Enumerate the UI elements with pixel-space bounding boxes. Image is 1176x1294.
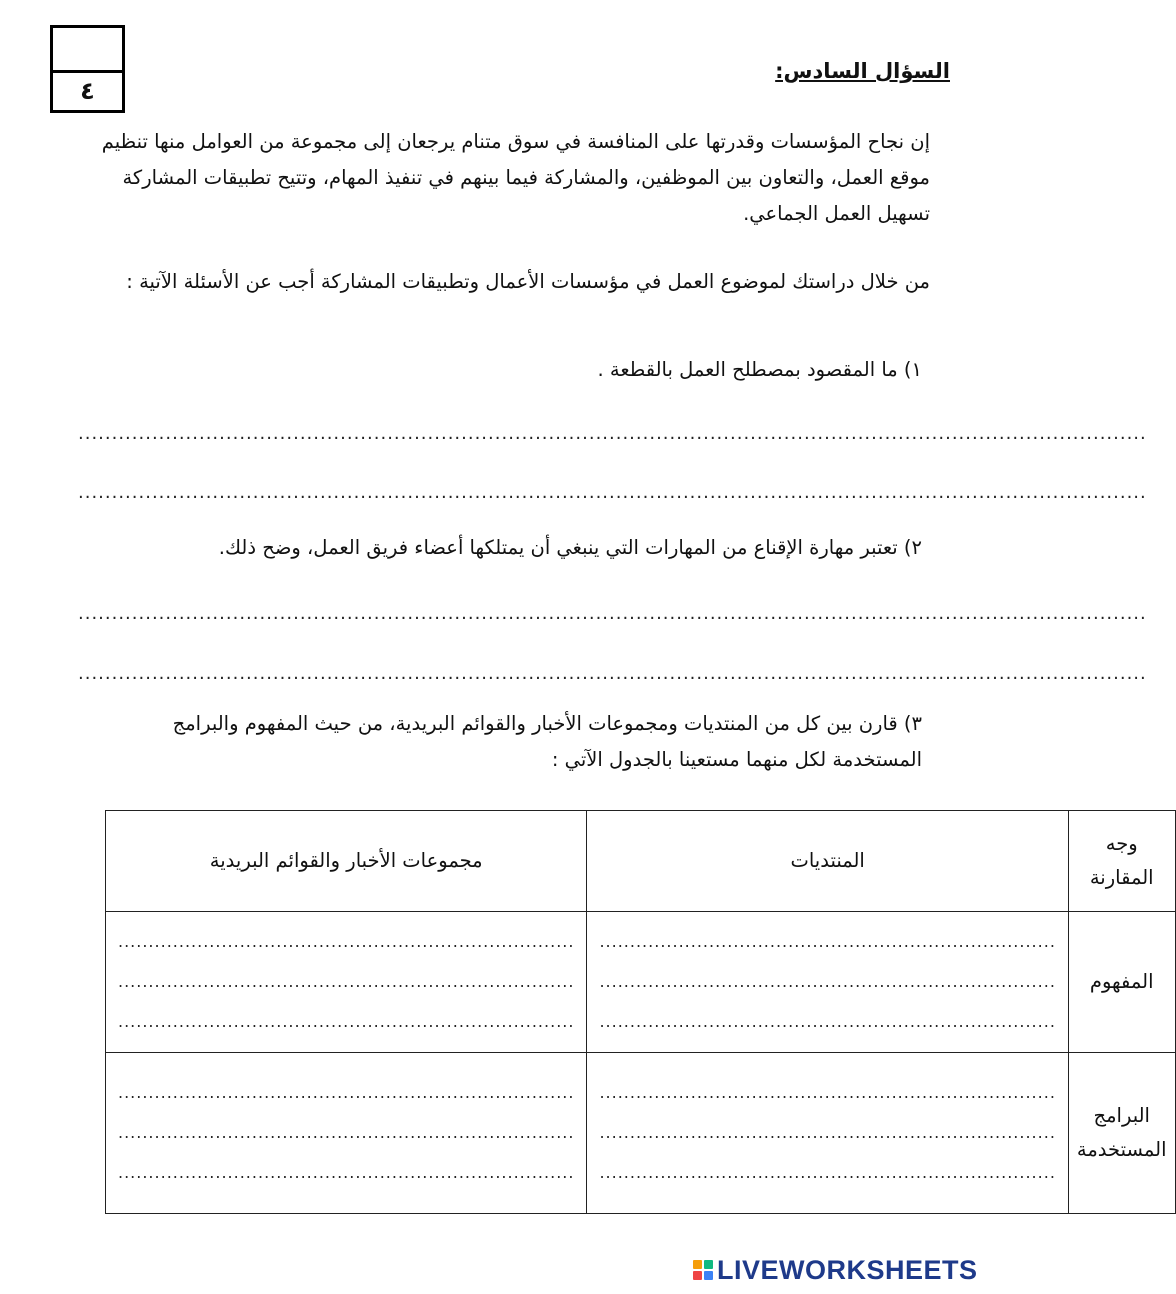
score-value: ٤ [80, 77, 95, 105]
question-title: السؤال السادس: [775, 59, 950, 83]
comparison-table [105, 810, 1176, 1214]
intro-paragraph: إن نجاح المؤسسات وقدرتها على المنافسة في سوق متنام يرجعان إلى مجموعة من العوامل منها تنظيم موقع العمل، والتعاون بين الموظفين، والمشاركة فيما بينهم في تنفيذ المهام، وتتيح تطبيقات المشاركة تسهيل العمل الجماعي. [101, 130, 930, 225]
logo-blocks-icon [693, 1260, 713, 1280]
cell-dots[interactable]: ........................................................................... [118, 1163, 575, 1182]
table-header-row [106, 811, 1176, 912]
logo-block [693, 1260, 702, 1269]
instruction-paragraph: من خلال دراستك لموضوع العمل في مؤسسات الأعمال وتطبيقات المشاركة أجب عن الأسئلة الآتية : [126, 270, 930, 293]
table-row [106, 912, 1176, 1053]
question-2: ٢) تعتبر مهارة الإقناع من المهارات التي ينبغي أن يمتلكها أعضاء فريق العمل، وضح ذلك. [218, 536, 922, 559]
score-box [50, 25, 125, 113]
table-row [106, 1053, 1176, 1214]
answer-line-1b[interactable]: ............................................................................................................................................................... [78, 482, 1147, 503]
liveworksheets-logo[interactable] [693, 1255, 978, 1285]
header-forums: المنتديات [587, 811, 1068, 912]
cell-dots[interactable]: ........................................................................... [118, 1012, 575, 1031]
logo-block [704, 1260, 713, 1269]
cell-dots[interactable]: ........................................................................... [599, 1012, 1056, 1031]
row-label-programs: البرامج المستخدمة [1068, 1053, 1175, 1214]
cell-dots[interactable]: ........................................................................... [599, 1123, 1056, 1142]
question-1: ١) ما المقصود بمصطلح العمل بالقطعة . [597, 358, 922, 381]
logo-text: LIVEWORKSHEETS [717, 1254, 978, 1285]
header-newsgroups: مجموعات الأخبار والقوائم البريدية [106, 811, 587, 912]
question-3: ٣) قارن بين كل من المنتديات ومجموعات الأخبار والقوائم البريدية، من حيث المفهوم والبرامج المستخدمة لكل منهما مستعينا بالجدول الآتي : [172, 712, 922, 771]
cell-dots[interactable]: ........................................................................... [599, 1083, 1056, 1102]
cell-dots[interactable]: ........................................................................... [599, 932, 1056, 951]
answer-line-1a[interactable]: ............................................................................................................................................................... [78, 423, 1147, 444]
logo-block [704, 1271, 713, 1280]
cell-dots[interactable]: ........................................................................... [118, 1083, 575, 1102]
cell-newsgroups-programs[interactable] [106, 1053, 587, 1214]
cell-dots[interactable]: ........................................................................... [599, 972, 1056, 991]
answer-line-2b[interactable]: ............................................................................................................................................................... [78, 663, 1147, 684]
logo-block [693, 1271, 702, 1280]
cell-dots[interactable]: ........................................................................... [118, 1123, 575, 1142]
cell-forums-concept[interactable] [587, 912, 1068, 1053]
cell-newsgroups-concept[interactable] [106, 912, 587, 1053]
cell-dots[interactable]: ........................................................................... [118, 972, 575, 991]
row-label-concept: المفهوم [1068, 912, 1175, 1053]
answer-line-2a[interactable]: ............................................................................................................................................................... [78, 603, 1147, 624]
cell-dots[interactable]: ........................................................................... [599, 1163, 1056, 1182]
cell-forums-programs[interactable] [587, 1053, 1068, 1214]
header-comparison: وجه المقارنة [1068, 811, 1175, 912]
score-divider [53, 70, 122, 73]
cell-dots[interactable]: ........................................................................... [118, 932, 575, 951]
